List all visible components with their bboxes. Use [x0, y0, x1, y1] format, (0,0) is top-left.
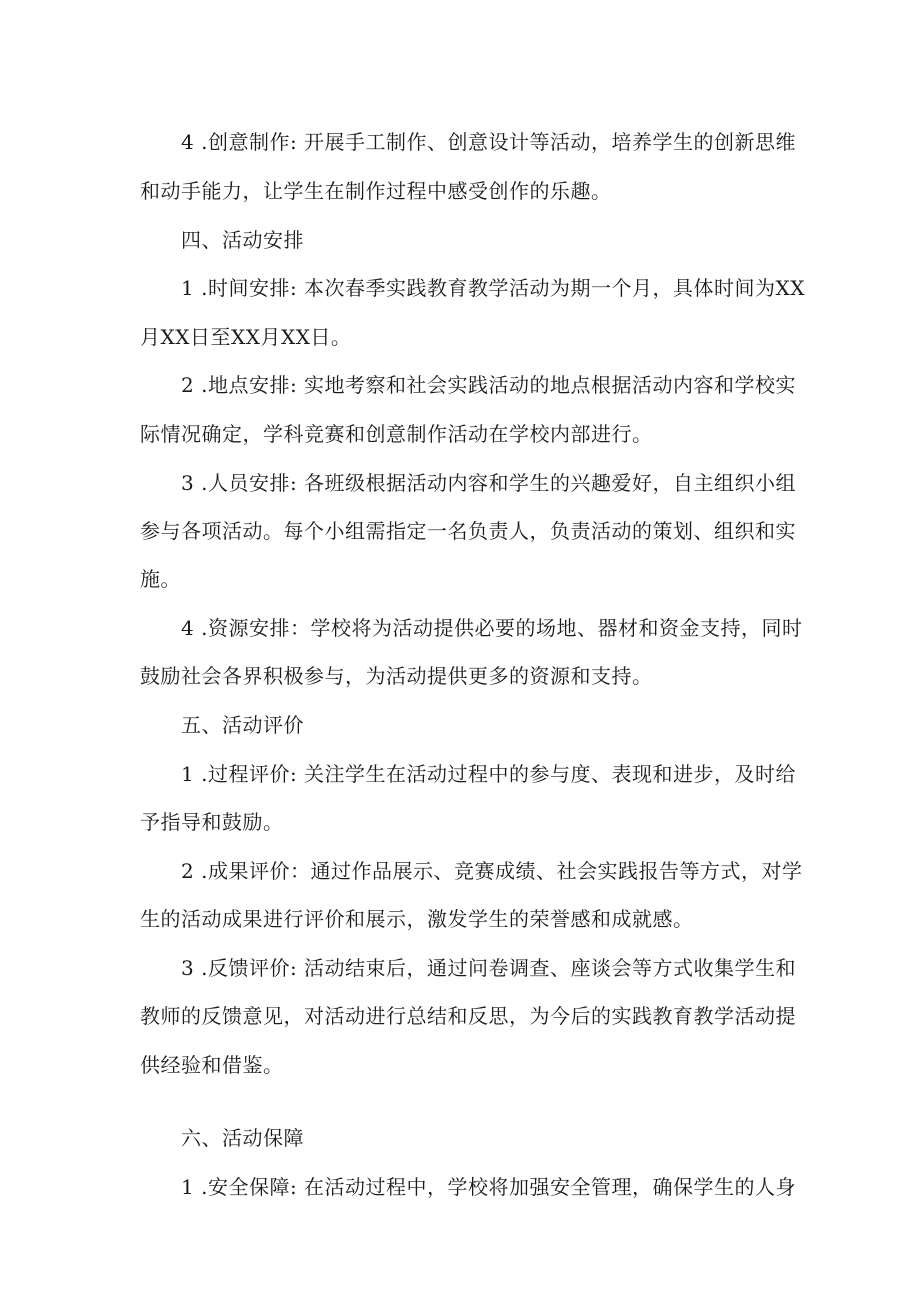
text-line: 施。	[140, 567, 181, 591]
text-line: 3 .反馈评价: 活动结束后，通过问卷调查、座谈会等方式收集学生和	[181, 956, 797, 980]
text-line: 予指导和鼓励。	[140, 810, 284, 834]
text-line: 际情况确定，学科竞赛和创意制作活动在学校内部进行。	[140, 422, 653, 446]
text-line: 1 .过程评价: 关注学生在活动过程中的参与度、表现和进步，及时给	[181, 762, 797, 786]
text-line: 3 .人员安排: 各班级根据活动内容和学生的兴趣爱好，自主组织小组	[181, 471, 797, 495]
text-line: 4 .创意制作: 开展手工制作、创意设计等活动，培养学生的创新思维	[181, 130, 797, 154]
text-line: 2 .地点安排: 实地考察和社会实践活动的地点根据活动内容和学校实	[181, 373, 797, 397]
text-line: 生的活动成果进行评价和展示，激发学生的荣誉感和成就感。	[140, 907, 694, 931]
text-line: 1 .安全保障: 在活动过程中，学校将加强安全管理，确保学生的人身	[181, 1175, 797, 1199]
text-line: 鼓励社会各界积极参与，为活动提供更多的资源和支持。	[140, 664, 653, 688]
text-line: 教师的反馈意见，对活动进行总结和反思，为今后的实践教育教学活动提	[140, 1004, 796, 1028]
section-heading: 六、活动保障	[181, 1126, 304, 1150]
text-line: 2 .成果评价：通过作品展示、竞赛成绩、社会实践报告等方式，对学	[181, 859, 803, 883]
section-heading: 五、活动评价	[181, 713, 304, 737]
text-line: 月XX日至XX月XX日。	[140, 325, 352, 349]
text-line: 1 .时间安排: 本次春季实践教育教学活动为期一个月，具体时间为XX	[181, 276, 806, 300]
text-line: 4 .资源安排：学校将为活动提供必要的场地、器材和资金支持，同时	[181, 616, 803, 640]
section-heading: 四、活动安排	[181, 228, 304, 252]
text-line: 参与各项活动。每个小组需指定一名负责人，负责活动的策划、组织和实	[140, 519, 796, 543]
text-line: 和动手能力，让学生在制作过程中感受创作的乐趣。	[140, 179, 612, 203]
text-line: 供经验和借鉴。	[140, 1053, 284, 1077]
